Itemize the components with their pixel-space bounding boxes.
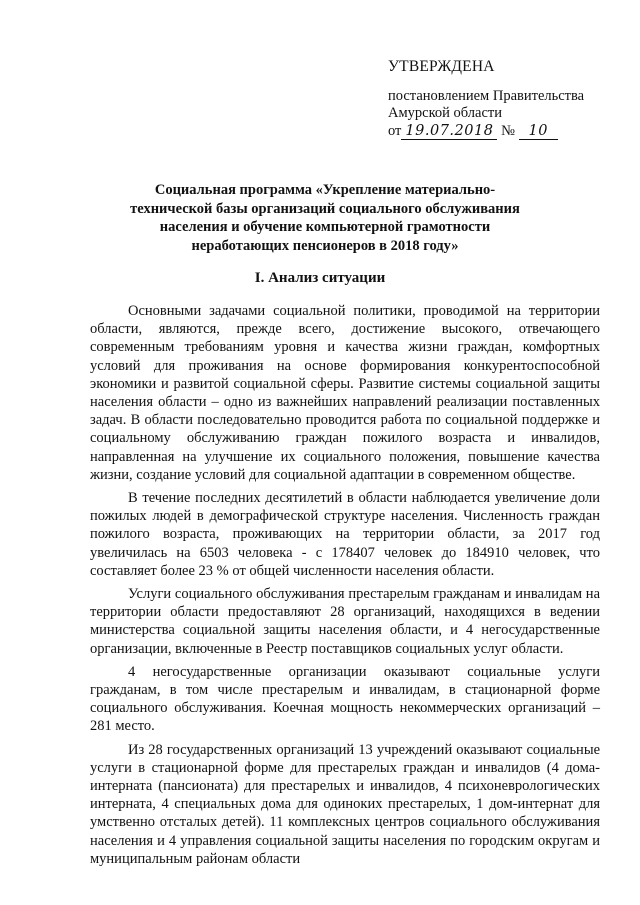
- number-label: №: [501, 123, 515, 139]
- document-title: Социальная программа «Укрепление материально-технической базы организаций социального обслуживания населения и обучение компьютерной грамотности неработающих пенсионеров в 2018 году»: [130, 182, 520, 254]
- approval-date-number: [388, 123, 618, 140]
- document-body: [90, 302, 600, 873]
- paragraph: В течение последних десятилетий в области наблюдается увеличение доли пожилых людей в демографической структуре населения. Численность граждан пожилого возраста, проживающих на территории области, за 2017 год увеличилась на 6503 человека - с 178407 человек до 184910 человек, что составляет более 23 % от общей численности населения области.: [90, 490, 600, 579]
- handwritten-date: 19.07.2018: [401, 123, 497, 140]
- paragraph: Основными задачами социальной политики, проводимой на территории области, являются, прежде всего, достижение высокого, отвечающего современным требованиям уровня и качества жизни граждан, комфортных условий для проживания на основе формирования конкурентоспособной экономики и развитой социальной сферы. Развитие системы социальной защиты населения области – одно из важнейших направлений реализации поставленных задач. В области последовательно проводится работа по социальной поддержке и социальному обслуживанию граждан пожилого возраста и инвалидов, направленная на улучшение их социального положения, повышение качества жизни, создание условий для социальной адаптации в современном обществе.: [90, 303, 600, 483]
- paragraph: Услуги социального обслуживания престарелым гражданам и инвалидам на территории области предоставляют 28 организаций, находящихся в ведении министерства социальной защиты населения области, и 4 негосударственные организации, включенные в Реестр поставщиков социальных услуг области.: [90, 586, 600, 657]
- paragraph: 4 негосударственные организации оказывают социальные услуги гражданам, в том числе престарелым и инвалидам, в стационарной форме социального обслуживания. Коечная мощность некоммерческих организаций – 281 место.: [90, 663, 600, 735]
- approval-block: [388, 58, 618, 140]
- handwritten-number: 10: [519, 123, 558, 140]
- paragraph: Из 28 государственных организаций 13 учреждений оказывают социальные услуги в стационарной форме для престарелых граждан и инвалидов (4 дома-интерната (пансионата) для престарелых и инвалидов, 4 психоневрологических интерната, 4 специальных дома для одиноких престарелых, 1 дом-интернат для умственно отсталых детей). 11 комплексных центров социального обслуживания населения и 4 управления социальной защиты населения по городским округам и муниципальным районам области: [90, 741, 600, 867]
- approval-line-2: Амурской области: [388, 105, 502, 121]
- section-heading: I. Анализ ситуации: [254, 270, 386, 286]
- approval-stamp: УТВЕРЖДЕНА: [388, 58, 495, 75]
- from-label: от: [388, 123, 402, 139]
- approval-line-1: постановлением Правительства: [388, 88, 585, 104]
